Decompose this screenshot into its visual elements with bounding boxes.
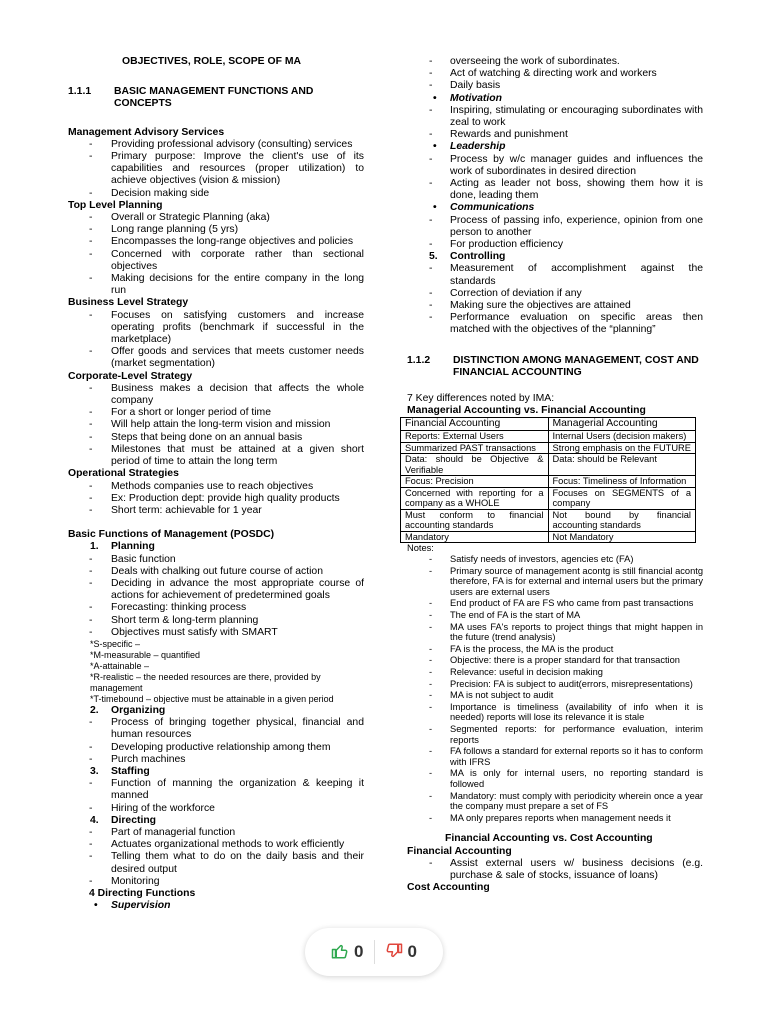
- list-item: - Relevance: useful in decision making: [407, 667, 703, 678]
- list-item: - MA is not subject to audit: [407, 690, 703, 701]
- list-item: - Satisfy needs of investors, agencies etc (FA): [407, 554, 703, 565]
- posdc-heading: Basic Functions of Management (POSDC): [68, 529, 275, 541]
- table-cell: Must conform to financial accounting standards: [401, 509, 549, 531]
- list-item: - End product of FA are FS who came from past transactions: [407, 598, 703, 609]
- communications-list: [407, 215, 703, 252]
- list-item: - Short term: achievable for 1 year: [68, 505, 364, 517]
- directing-label: Directing: [111, 814, 157, 826]
- controlling-number: 5.: [429, 251, 438, 263]
- downvote-count: 0: [407, 941, 417, 961]
- list-item: - Inspiring, stimulating or encouraging subordinates with zeal to work: [407, 105, 703, 129]
- cls-heading: Corporate-Level Strategy: [68, 370, 193, 382]
- list-item: - Primary source of management acontg is still financial acontg therefore, FA is for external and internal users but the primary users are external users: [407, 566, 703, 598]
- tlp-heading: Top Level Planning: [68, 199, 163, 211]
- list-item: - Acting as leader not boss, showing them how it is done, leading them: [407, 178, 703, 202]
- list-item: - Short term & long-term planning: [68, 615, 364, 627]
- section-title: DISTINCTION AMONG MANAGEMENT, COST AND FINANCIAL ACCOUNTING: [453, 354, 699, 378]
- table-cell: Focus: Timeliness of Information: [548, 476, 696, 488]
- section-heading-1-1-1: [68, 86, 364, 110]
- list-item: - Making sure the objectives are attained: [407, 300, 703, 312]
- table-row: [401, 418, 696, 431]
- list-item: - Ex: Production dept: provide high quality products: [68, 493, 364, 505]
- ops-list: [68, 481, 364, 518]
- list-item: - overseeing the work of subordinates.: [407, 56, 703, 68]
- list-item: - Process of bringing together physical, financial and human resources: [68, 717, 364, 741]
- section-heading-1-1-2: [407, 355, 703, 379]
- notes-label: Notes:: [407, 543, 434, 554]
- list-item: - Hiring of the workforce: [68, 803, 364, 815]
- controlling-list: [407, 263, 703, 336]
- list-item: - Assist external users w/ business decisions (e.g. purchase & sale of stocks, issuance of loans): [407, 858, 703, 882]
- fa-ca-title: Financial Accounting vs. Cost Accounting: [445, 833, 653, 845]
- tlp-list: [68, 212, 364, 297]
- list-item: - Developing productive relationship among them: [68, 742, 364, 754]
- table-cell: Reports: External Users: [401, 431, 549, 443]
- table-row: [401, 431, 696, 443]
- smart-item: *A-attainable –: [90, 660, 150, 671]
- list-item: - The end of FA is the start of MA: [407, 610, 703, 621]
- list-item: - For production efficiency: [407, 239, 703, 251]
- supervision-heading: • Supervision: [68, 900, 364, 912]
- table-cell: Mandatory: [401, 531, 549, 543]
- list-item: - Deals with chalking out future course of action: [68, 566, 364, 578]
- organizing-heading: [68, 705, 364, 717]
- list-item: - Encompasses the long-range objectives and policies: [68, 236, 364, 248]
- table-row: [401, 531, 696, 543]
- table-cell: Not Mandatory: [548, 531, 696, 543]
- supervision-list: [407, 56, 703, 93]
- list-item: - Forecasting: thinking process: [68, 602, 364, 614]
- ca-heading: Cost Accounting: [407, 882, 490, 894]
- list-item: - Milestones that must be attained at a given short period of time to attain the long term: [68, 444, 364, 468]
- list-item: - Actuates organizational methods to work efficiently: [68, 839, 364, 851]
- list-item: - Long range planning (5 yrs): [68, 224, 364, 236]
- right-column: [407, 56, 703, 894]
- list-item: - Process by w/c manager guides and influences the work of subordinates in desired direction: [407, 154, 703, 178]
- list-item: - Overall or Strategic Planning (aka): [68, 212, 364, 224]
- section-title: BASIC MANAGEMENT FUNCTIONS AND CONCEPTS: [114, 86, 314, 110]
- table-row: [401, 454, 696, 476]
- planning-list: [68, 554, 364, 639]
- list-item: - FA follows a standard for external reports so it has to conform with IFRS: [407, 746, 703, 767]
- table-cell: Focus: Precision: [401, 476, 549, 488]
- table-cell: Not bound by financial accounting standards: [548, 509, 696, 531]
- list-item: - Deciding in advance the most appropriate course of actions for achievement of predetermined goals: [68, 578, 364, 602]
- mas-heading: Management Advisory Services: [68, 126, 225, 138]
- table-cell: Data: should be Objective & Verifiable: [401, 454, 549, 476]
- list-item: - MA only prepares reports when management needs it: [407, 813, 703, 824]
- fa-heading: Financial Accounting: [407, 845, 512, 857]
- upvote-count: 0: [354, 941, 364, 961]
- list-item: - Mandatory: must comply with periodicity wherein once a year the company must prepare a set of FS: [407, 791, 703, 812]
- list-item: - Act of watching & directing work and workers: [407, 68, 703, 80]
- staffing-number: 3.: [90, 765, 99, 777]
- table-cell: Internal Users (decision makers): [548, 431, 696, 443]
- bls-list: [68, 310, 364, 371]
- left-column: [68, 56, 364, 912]
- thumbs-down-icon: [385, 942, 403, 961]
- thumbs-up-icon: [331, 942, 349, 961]
- list-item: - Making decisions for the entire company in the long run: [68, 273, 364, 297]
- table-row: [401, 476, 696, 488]
- fa-list: [407, 858, 703, 882]
- table-cell: Strong emphasis on the FUTURE: [548, 442, 696, 454]
- list-item: - Importance is timeliness (availability of info when it is needed) reports will lose its relevance it is stale: [407, 702, 703, 723]
- list-item: - Daily basis: [407, 80, 703, 92]
- list-item: - MA is only for internal users, no reporting standard is followed: [407, 768, 703, 789]
- planning-heading: [68, 541, 364, 553]
- communications-heading: • Communications: [407, 202, 703, 214]
- list-item: - Measurement of accomplishment against the standards: [407, 263, 703, 287]
- list-item: - Function of manning the organization & keeping it manned: [68, 778, 364, 802]
- list-item: - Offer goods and services that meets customer needs (market segmentation): [68, 346, 364, 370]
- organizing-number: 2.: [90, 704, 99, 716]
- list-item: - Primary purpose: Improve the client's use of its capabilities and resources (proper utilization) to achieve objectives (vision & mission): [68, 151, 364, 188]
- smart-item: *T-timebound – objective must be attainable in a given period: [90, 693, 334, 704]
- list-item: - Decision making side: [68, 188, 364, 200]
- list-item: - Objectives must satisfy with SMART: [68, 627, 364, 639]
- comparison-table: [400, 417, 696, 543]
- ima-note: 7 Key differences noted by IMA:: [407, 393, 555, 405]
- list-item: - Basic function: [68, 554, 364, 566]
- list-item: - Focuses on satisfying customers and increase operating profits (benchmark if successful in the marketplace): [68, 310, 364, 347]
- table-row: [401, 487, 696, 509]
- list-item: - MA uses FA's reports to project things that might happen in the future (trend analysis): [407, 622, 703, 643]
- list-item: - Providing professional advisory (consulting) services: [68, 139, 364, 151]
- directing-functions-heading: 4 Directing Functions: [89, 887, 196, 899]
- controlling-label: Controlling: [450, 251, 506, 263]
- list-item: - Concerned with corporate rather than sectional objectives: [68, 249, 364, 273]
- section-number: 1.1.1: [68, 86, 92, 98]
- organizing-label: Organizing: [111, 704, 166, 716]
- staffing-list: [68, 778, 364, 815]
- table-cell: Focuses on SEGMENTS of a company: [548, 487, 696, 509]
- motivation-list: [407, 105, 703, 142]
- directing-number: 4.: [90, 814, 99, 826]
- list-item: - Rewards and punishment: [407, 129, 703, 141]
- directing-list: [68, 827, 364, 888]
- table-cell: Summarized PAST transactions: [401, 442, 549, 454]
- list-item: - Segmented reports: for performance evaluation, interim reports: [407, 724, 703, 745]
- leadership-heading: • Leadership: [407, 141, 703, 153]
- list-item: - Performance evaluation on specific areas then matched with the objectives of the “planning”: [407, 312, 703, 336]
- smart-item: *S-specific –: [90, 638, 141, 649]
- list-item: - Part of managerial function: [68, 827, 364, 839]
- vote-widget: [305, 928, 443, 976]
- bls-heading: Business Level Strategy: [68, 297, 189, 309]
- list-item: - Correction of deviation if any: [407, 288, 703, 300]
- planning-label: Planning: [111, 541, 155, 553]
- leadership-list: [407, 154, 703, 203]
- list-item: - Purch machines: [68, 754, 364, 766]
- list-item: - For a short or longer period of time: [68, 407, 364, 419]
- staffing-heading: [68, 766, 364, 778]
- smart-item: *R-realistic – the needed resources are there, provided by management: [90, 671, 321, 693]
- vote-divider: [374, 940, 375, 964]
- list-item: - Will help attain the long-term vision and mission: [68, 419, 364, 431]
- staffing-label: Staffing: [111, 765, 150, 777]
- table-cell: Financial Accounting: [401, 418, 549, 431]
- organizing-list: [68, 717, 364, 766]
- table-cell: Data: should be Relevant: [548, 454, 696, 476]
- controlling-heading: [407, 251, 703, 263]
- downvote-button[interactable]: [385, 942, 417, 961]
- list-item: - Precision: FA is subject to audit(errors, misrepresentations): [407, 679, 703, 690]
- section-number: 1.1.2: [407, 354, 431, 366]
- list-item: - Monitoring: [68, 876, 364, 888]
- smart-item: *M-measurable – quantified: [90, 649, 201, 660]
- list-item: - Objective: there is a proper standard for that transaction: [407, 655, 703, 666]
- list-item: - Methods companies use to reach objectives: [68, 481, 364, 493]
- table-row: [401, 442, 696, 454]
- notes-list: [407, 554, 703, 823]
- table-cell: Managerial Accounting: [548, 418, 696, 431]
- table-cell: Concerned with reporting for a company as a WHOLE: [401, 487, 549, 509]
- list-item: - Business makes a decision that affects the whole company: [68, 383, 364, 407]
- planning-number: 1.: [90, 541, 99, 553]
- page-title: OBJECTIVES, ROLE, SCOPE OF MA: [122, 56, 301, 67]
- directing-heading: [68, 815, 364, 827]
- motivation-heading: • Motivation: [407, 93, 703, 105]
- cls-list: [68, 383, 364, 468]
- upvote-button[interactable]: [331, 942, 363, 961]
- list-item: - Telling them what to do on the daily basis and their desired output: [68, 851, 364, 875]
- mas-list: [68, 139, 364, 200]
- ops-heading: Operational Strategies: [68, 468, 179, 480]
- table-title: Managerial Accounting vs. Financial Accounting: [407, 405, 646, 417]
- list-item: - Process of passing info, experience, opinion from one person to another: [407, 215, 703, 239]
- list-item: - Steps that being done on an annual basis: [68, 432, 364, 444]
- list-item: - FA is the process, the MA is the product: [407, 644, 703, 655]
- table-row: [401, 509, 696, 531]
- smart-list: [68, 639, 364, 705]
